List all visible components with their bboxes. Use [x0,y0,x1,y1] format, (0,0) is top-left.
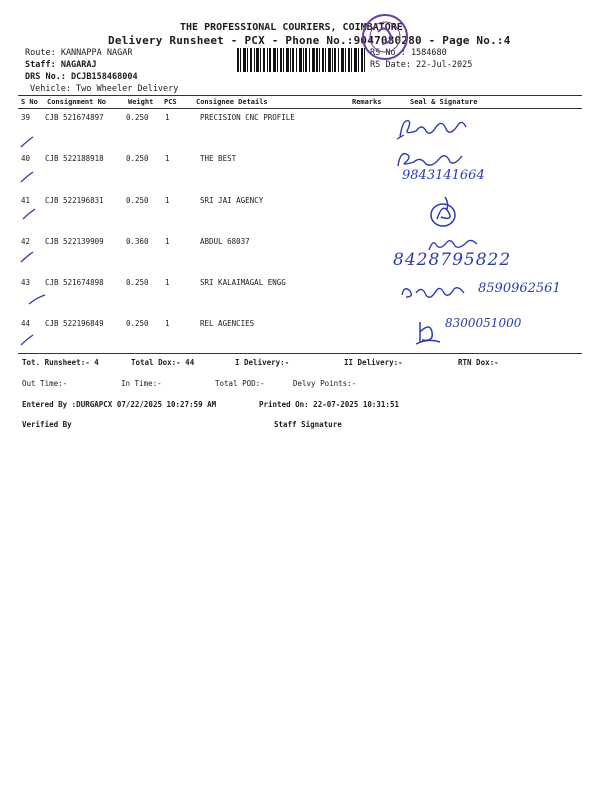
rs-number: RS No.: 1584680 [370,48,447,58]
delivered-tick-mark [28,292,46,306]
cell-consignee: THE BEST [200,154,237,163]
table-header-top-line [18,95,582,96]
receiver-signature [425,195,465,231]
cell-consignment: CJB 521674897 [45,113,104,122]
total-dox: Total Dox:- 44 [131,358,195,367]
col-seal-signature: Seal & Signature [410,98,478,106]
barcode-image [237,48,365,72]
staff-signature: Staff Signature [274,420,342,429]
cell-consignment: CJB 522139909 [45,237,104,246]
delivery-points: Delvy Points:- [293,379,357,388]
summary-divider [18,353,582,354]
delivered-tick-mark [20,250,34,264]
cell-weight: 0.250 [126,319,149,328]
cell-consignment: CJB 522196849 [45,319,104,328]
cell-pcs: 1 [165,237,170,246]
cell-consignee: SRI JAI AGENCY [200,196,264,205]
cell-sno: 43 [21,278,31,287]
cell-pcs: 1 [165,113,170,122]
i-delivery: I Delivery:- [235,358,290,367]
cell-pcs: 1 [165,278,170,287]
col-pcs: PCS [164,98,177,106]
company-title: THE PROFESSIONAL COURIERS, COIMBATORE [180,22,403,33]
in-time: In Time:- [121,379,162,388]
entered-by: Entered By :DURGAPCX 07/22/2025 10:27:59 AM [22,400,217,409]
cell-consignment: CJB 521674898 [45,278,104,287]
delivered-tick-mark [22,207,36,221]
cell-weight: 0.360 [126,237,149,246]
receiver-signature [392,113,482,143]
sheet-title: Delivery Runsheet - PCX - Phone No.:9047080280 - Page No.:4 [108,34,511,47]
receiver-signature [392,148,482,168]
col-weight: Weight [128,98,154,106]
cell-sno: 41 [21,196,31,205]
cell-consignee: REL AGENCIES [200,319,255,328]
cell-weight: 0.250 [126,113,149,122]
total-runsheet: Tot. Runsheet:- 4 [22,358,99,367]
handwritten-phone: 8590962561 [478,281,561,296]
cell-sno: 39 [21,113,31,122]
vehicle-label: Vehicle: Two Wheeler Delivery [30,84,179,94]
cell-sno: 40 [21,154,31,163]
delivered-tick-mark [20,170,34,184]
receiver-signature [398,281,468,303]
cell-consignment: CJB 522188918 [45,154,104,163]
cell-consignee: SRI KALAIMAGAL ENGG [200,278,286,287]
handwritten-phone: 8428795822 [393,250,512,270]
printed-on: Printed On: 22-07-2025 10:31:51 [259,400,399,409]
cell-consignment: CJB 522196831 [45,196,104,205]
cell-sno: 44 [21,319,31,328]
out-time: Out Time:- [22,379,68,388]
cell-pcs: 1 [165,196,170,205]
cell-consignee: PRECISION CNC PROFILE [200,113,295,122]
ii-delivery: II Delivery:- [344,358,403,367]
cell-weight: 0.250 [126,154,149,163]
staff-label: Staff: NAGARAJ [25,60,97,70]
delivered-tick-mark [20,333,34,347]
cell-sno: 42 [21,237,31,246]
cell-pcs: 1 [165,154,170,163]
cell-consignee: ABDUL 68037 [200,237,250,246]
drs-number: DRS No.: DCJB158468004 [25,72,138,82]
cell-pcs: 1 [165,319,170,328]
delivered-tick-mark [20,135,34,149]
col-consignment: Consignment No [47,98,107,106]
rs-date: RS Date: 22-Jul-2025 [370,60,473,70]
col-sno: S No [21,98,38,106]
rtn-dox: RTN Dox:- [458,358,499,367]
verified-by: Verified By [22,420,72,429]
col-remarks: Remarks [352,98,382,106]
cell-weight: 0.250 [126,278,149,287]
total-pod: Total POD:- [215,379,265,388]
table-header-bottom-line [18,108,582,109]
office-stamp [360,12,410,62]
handwritten-phone: 9843141664 [402,168,485,183]
route-label: Route: KANNAPPA NAGAR [25,48,133,58]
receiver-signature [414,318,442,346]
handwritten-phone: 8300051000 [445,316,522,330]
col-consignee: Consignee Details [196,98,268,106]
cell-weight: 0.250 [126,196,149,205]
